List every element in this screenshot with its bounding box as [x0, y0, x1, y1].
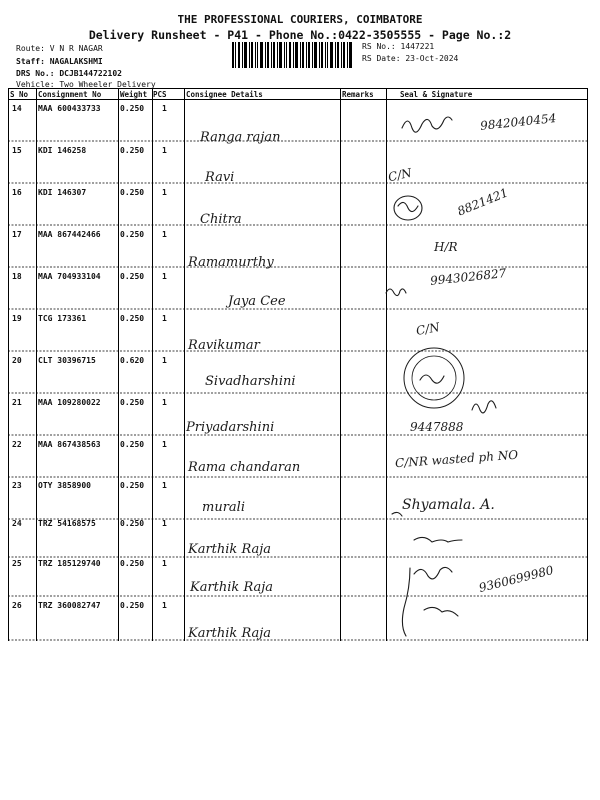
col-consignee: Consignee Details [186, 90, 263, 99]
row-sno: 15 [12, 146, 22, 155]
signature-phone-21: 9447888 [410, 420, 464, 434]
signature-phone-14: 9842040454 [479, 111, 557, 133]
consignee-name: Karthik Raja [190, 580, 274, 595]
consignee-name: Sivadharshini [205, 374, 296, 389]
consignee-name: Ramamurthy [188, 255, 274, 270]
row-weight: 0.250 [120, 559, 145, 568]
row-weight: 0.250 [120, 230, 145, 239]
consignee-name: Ravi [205, 170, 235, 185]
consignee-name: Ravikumar [188, 338, 260, 353]
signature-mark-19: C/N [414, 320, 441, 338]
signature-mark-16: C/N [386, 165, 413, 185]
row-pcs: 1 [162, 104, 167, 113]
signature-note-22: C/NR wasted ph NO [394, 447, 519, 471]
row-weight: 0.250 [120, 440, 145, 449]
row-weight: 0.250 [120, 314, 145, 323]
col-seal-signature: Seal & Signature [400, 90, 473, 99]
row-consignment: KDI 146258 [38, 146, 87, 155]
consignee-name: Jaya Cee [228, 294, 286, 309]
row-sno: 16 [12, 188, 22, 197]
rs-number: RS No.: 1447221 [362, 42, 435, 51]
row-sno: 25 [12, 559, 22, 568]
row-pcs: 1 [162, 188, 167, 197]
row-sno: 21 [12, 398, 22, 407]
col-pcs: PCS [153, 90, 167, 99]
row-sno: 19 [12, 314, 22, 323]
row-sno: 22 [12, 440, 22, 449]
row-weight: 0.250 [120, 398, 145, 407]
row-consignment: MAA 109280022 [38, 398, 101, 407]
col-sno: S No [10, 90, 29, 99]
row-consignment: TRZ 54168575 [38, 519, 96, 528]
row-pcs: 1 [162, 519, 167, 528]
row-pcs: 1 [162, 398, 167, 407]
row-consignment: MAA 704933104 [38, 272, 101, 281]
row-sno: 20 [12, 356, 22, 365]
row-consignment: MAA 600433733 [38, 104, 101, 113]
row-sno: 17 [12, 230, 22, 239]
drs-number: DRS No.: DCJB144722102 [16, 69, 122, 78]
row-pcs: 1 [162, 559, 167, 568]
signature-phone-25: 9360699980 [477, 562, 555, 596]
row-weight: 0.250 [120, 272, 145, 281]
signature-name-23: Shyamala. A. [402, 497, 495, 513]
row-pcs: 1 [162, 356, 167, 365]
row-consignment: CLT 30396715 [38, 356, 96, 365]
row-sno: 18 [12, 272, 22, 281]
row-pcs: 1 [162, 272, 167, 281]
row-weight: 0.620 [120, 356, 145, 365]
row-pcs: 1 [162, 314, 167, 323]
row-consignment: MAA 867438563 [38, 440, 101, 449]
col-weight: Weight [120, 90, 148, 99]
row-weight: 0.250 [120, 519, 145, 528]
route-label: Route: V N R NAGAR [16, 44, 103, 53]
signature-phone-18: 9943026827 [429, 266, 507, 288]
rs-date: RS Date: 23-Oct-2024 [362, 54, 459, 63]
signature-mark-17: H/R [434, 240, 458, 254]
row-consignment: TRZ 185129740 [38, 559, 101, 568]
row-sno: 26 [12, 601, 22, 610]
company-title: THE PROFESSIONAL COURIERS, COIMBATORE [177, 13, 423, 26]
row-weight: 0.250 [120, 146, 145, 155]
row-sno: 24 [12, 519, 22, 528]
staff-label: Staff: NAGALAKSHMI [16, 57, 103, 66]
row-consignment: MAA 867442466 [38, 230, 101, 239]
row-pcs: 1 [162, 440, 167, 449]
consignee-name: Chitra [200, 212, 242, 227]
row-pcs: 1 [162, 146, 167, 155]
row-weight: 0.250 [120, 104, 145, 113]
consignee-name: Rama chandaran [188, 460, 301, 475]
vehicle-label: Vehicle: Two Wheeler Delivery [16, 80, 156, 89]
row-consignment: KDI 146307 [38, 188, 87, 197]
row-consignment: OTY 3858900 [38, 481, 91, 490]
consignee-name: Ranga rajan [200, 130, 281, 145]
col-remarks: Remarks [342, 90, 374, 99]
row-weight: 0.250 [120, 601, 145, 610]
row-sno: 23 [12, 481, 22, 490]
consignee-name: Karthik Raja [188, 542, 272, 557]
consignee-name: Karthik Raja [188, 626, 272, 641]
row-weight: 0.250 [120, 481, 145, 490]
consignee-name: murali [202, 500, 245, 515]
consignee-name: Priyadarshini [186, 420, 275, 435]
signature-phone-16: 8821421 [455, 185, 511, 219]
row-pcs: 1 [162, 230, 167, 239]
row-consignment: TRZ 360082747 [38, 601, 101, 610]
row-sno: 14 [12, 104, 22, 113]
row-weight: 0.250 [120, 188, 145, 197]
row-pcs: 1 [162, 601, 167, 610]
row-pcs: 1 [162, 481, 167, 490]
row-consignment: TCG 173361 [38, 314, 87, 323]
runsheet-subtitle: Delivery Runsheet - P41 - Phone No.:0422-3505555 - Page No.:2 [88, 28, 512, 42]
col-consignment: Consignment No [38, 90, 102, 99]
